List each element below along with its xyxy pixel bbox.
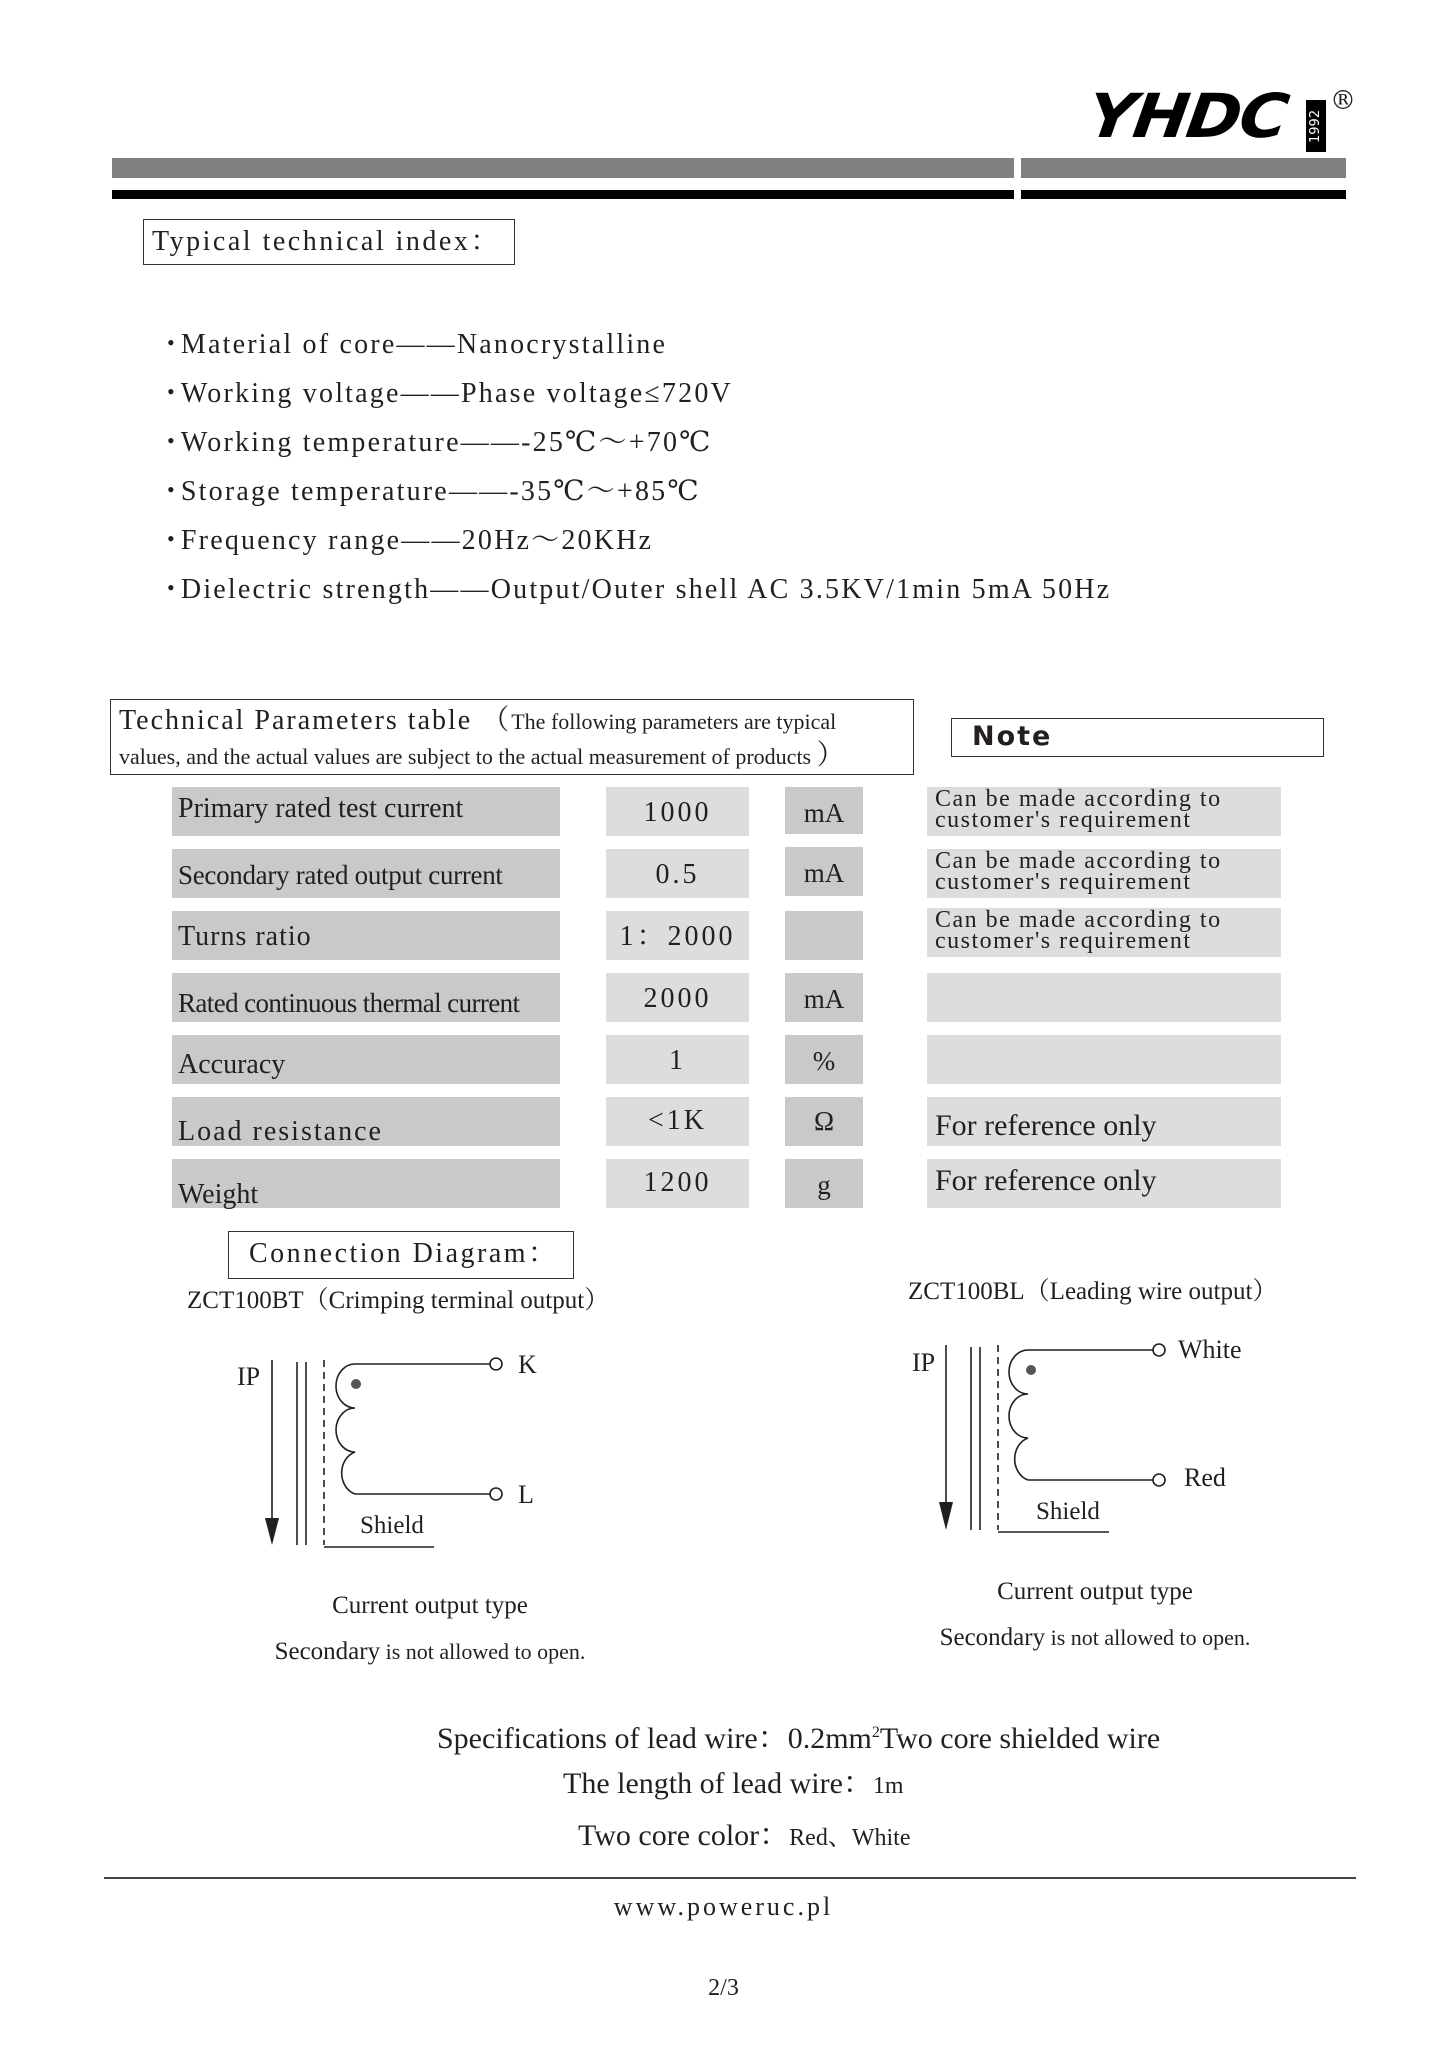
arrow-head-icon	[939, 1502, 953, 1530]
spec-item-storage-temperature: • Storage temperature——-35℃～+85℃	[167, 476, 701, 507]
right-caption-type: Current output type	[997, 1578, 1193, 1605]
bullet-icon: •	[167, 379, 177, 404]
left-terminal-k-label: K	[518, 1350, 537, 1379]
spec-item-working-voltage: • Working voltage——Phase voltage≤720V	[167, 378, 733, 409]
terminal-l-icon	[490, 1488, 502, 1500]
param-value: 0.5	[606, 849, 749, 898]
logo-wordmark: YHDC	[1083, 81, 1292, 152]
param-note	[927, 973, 1281, 1022]
header-bar-black-left	[112, 190, 1014, 199]
param-value: 1000	[606, 787, 749, 836]
left-caption-warning: Secondary is not allowed to open.	[274, 1638, 586, 1665]
typical-index-list	[167, 318, 1111, 612]
page-number: 2/3	[708, 1975, 739, 2001]
left-shield-label: Shield	[360, 1512, 424, 1539]
param-note: Can be made according to customer's requirement	[927, 908, 1281, 957]
param-unit: mA	[785, 973, 863, 1022]
right-terminal-red-label: Red	[1184, 1463, 1226, 1492]
bullet-icon: •	[167, 477, 177, 502]
param-note: Can be made according to customer's requirement	[927, 787, 1281, 836]
lead-wire-length: The length of lead wire：1m	[563, 1767, 904, 1800]
typical-index-heading: Typical technical index：	[143, 219, 515, 265]
param-unit	[785, 911, 863, 960]
note-column-heading: Note	[951, 718, 1324, 757]
bullet-icon: •	[167, 428, 177, 453]
right-shield-label: Shield	[1036, 1498, 1100, 1525]
parameters-table-heading: Technical Parameters table （The following parameters are typical values, and the actual values are subject to the actual measurement of products ）	[110, 699, 914, 775]
param-note	[927, 1035, 1281, 1084]
right-caption-warning: Secondary is not allowed to open.	[939, 1624, 1251, 1651]
polarity-dot-icon	[351, 1379, 361, 1389]
connection-diagram-heading: Connection Diagram：	[228, 1231, 574, 1279]
arrow-head-icon	[265, 1518, 279, 1545]
right-terminal-white-label: White	[1178, 1335, 1242, 1364]
bullet-icon: •	[167, 575, 177, 600]
polarity-dot-icon	[1026, 1365, 1036, 1375]
parameters-table-title: Technical Parameters table	[119, 705, 473, 736]
param-label: Weight	[172, 1159, 560, 1208]
param-note: For reference only	[927, 1097, 1281, 1146]
param-label: Accuracy	[172, 1035, 560, 1084]
terminal-red-icon	[1153, 1474, 1165, 1486]
footer-website: www.poweruc.pl	[613, 1892, 834, 1921]
lead-wire-spec: Specifications of lead wire：$0.2mm^2Two$ core shielded wire	[437, 1722, 1161, 1755]
param-label: Rated continuous thermal current	[172, 973, 560, 1022]
param-unit: mA	[785, 787, 863, 834]
param-label: Primary rated test current	[172, 787, 560, 836]
param-value: 2000	[606, 973, 749, 1022]
terminal-white-icon	[1153, 1344, 1165, 1356]
spec-item-dielectric-strength: • Dielectric strength——Output/Outer shell AC 3.5KV/1min 5mA 50Hz	[167, 574, 1112, 605]
logo-year: 1992	[1306, 100, 1326, 152]
param-unit: %	[785, 1035, 863, 1084]
param-value: <1K	[606, 1097, 749, 1146]
header-bar-black-right	[1021, 190, 1346, 199]
registered-trademark-icon: ®	[1330, 86, 1356, 116]
left-terminal-l-label: L	[518, 1480, 534, 1509]
footer-divider	[104, 1877, 1356, 1879]
header-bar-grey-right	[1021, 158, 1346, 178]
header-bar-grey-left	[112, 158, 1014, 178]
param-note: For reference only	[927, 1159, 1281, 1208]
left-caption-type: Current output type	[332, 1592, 528, 1619]
secondary-coil	[1009, 1350, 1028, 1480]
param-unit: Ω	[785, 1097, 863, 1146]
bullet-icon: •	[167, 330, 177, 355]
parameters-table-subtitle: The following parameters are typical	[511, 709, 837, 734]
left-diagram-model: ZCT100BT（Crimping terminal output）	[187, 1287, 610, 1314]
param-value: 1	[606, 1035, 749, 1084]
left-ip-label: IP	[237, 1362, 261, 1391]
right-ip-label: IP	[912, 1348, 936, 1377]
param-value: 1：2000	[606, 911, 749, 960]
param-label: Load resistance	[172, 1097, 560, 1146]
lead-wire-color: Two core color：Red、White	[578, 1819, 911, 1852]
spec-item-core-material: • Material of core——Nanocrystalline	[167, 329, 668, 360]
param-value: 1200	[606, 1159, 749, 1208]
param-note: Can be made according to customer's requirement	[927, 849, 1281, 898]
bullet-icon: •	[167, 526, 177, 551]
param-unit: mA	[785, 847, 863, 896]
spec-item-frequency-range: • Frequency range——20Hz～20KHz	[167, 525, 654, 556]
company-logo	[1083, 81, 1356, 152]
param-label: Secondary rated output current	[172, 849, 560, 898]
spec-item-working-temperature: • Working temperature——-25℃～+70℃	[167, 427, 713, 458]
terminal-k-icon	[490, 1358, 502, 1370]
right-diagram-model: ZCT100BL（Leading wire output）	[908, 1278, 1278, 1305]
param-unit: g	[785, 1159, 863, 1208]
param-label: Turns ratio	[172, 911, 560, 960]
